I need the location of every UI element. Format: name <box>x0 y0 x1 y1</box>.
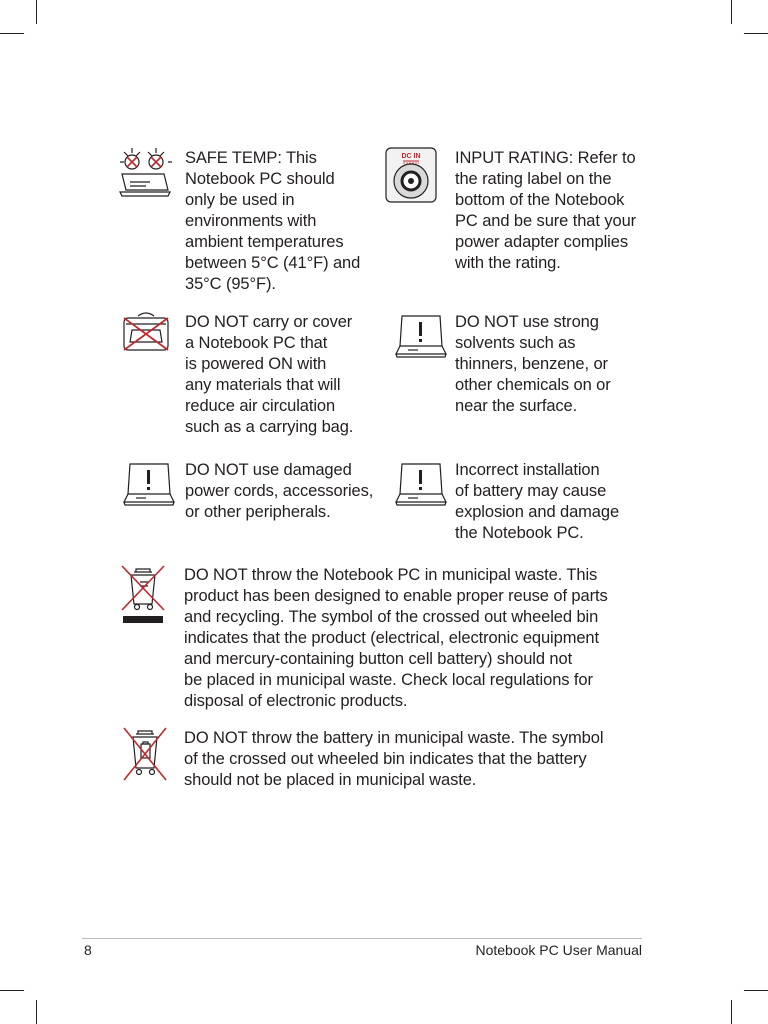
footer-divider <box>82 938 642 939</box>
battery-install-text: Incorrect installation of battery may cause explosion and damage the Notebook PC. <box>455 461 620 542</box>
hot-laptop-icon <box>116 146 178 202</box>
no-cover-text: DO NOT carry or cover a Notebook PC that is powered ON with any materials that will reduce air circulation such as a carrying bag. <box>185 313 354 436</box>
crop-mark <box>744 990 768 991</box>
laptop-warning-icon <box>392 460 450 508</box>
bin-bar <box>123 616 163 623</box>
crossed-bin-icon <box>120 564 166 628</box>
crossed-bin-battery-icon <box>122 726 168 782</box>
no-solvents-text: DO NOT use strong solvents such as thinners, benzene, or other chemicals on or near the surface. <box>455 313 611 415</box>
crop-mark <box>0 990 24 991</box>
weee-text: DO NOT throw the Notebook PC in municipal waste. This product has been designed to enable proper reuse of parts and recycling. The symbol of the crossed out wheeled bin indicates that the product (electrical, electronic equipment and mercury-containing button cell battery) should not be placed in municipal waste. Check local regulations for disposal of electronic products. <box>184 566 608 710</box>
crop-mark <box>731 0 732 24</box>
crop-mark <box>731 1000 732 1024</box>
page-number: 8 <box>84 942 92 958</box>
input-rating-text: INPUT RATING: Refer to the rating label on the bottom of the Notebook PC and be sure that your power adapter complies with the rating. <box>455 149 637 272</box>
laptop-warning-icon <box>120 460 178 508</box>
laptop-warning-icon <box>392 312 450 360</box>
crop-mark <box>744 33 768 34</box>
dc-in-label: DC IN <box>401 153 421 160</box>
dc-in-port-icon <box>385 146 439 204</box>
safe-temp-text: SAFE TEMP: This Notebook PC should only be used in environments with ambient temperatures between 5°C (41°F) and 35°C (95°F). <box>185 149 361 293</box>
no-damaged-text: DO NOT use damaged power cords, accessories, or other peripherals. <box>185 461 374 521</box>
crop-mark <box>0 33 24 34</box>
battery-waste-text: DO NOT throw the battery in municipal waste. The symbol of the crossed out wheeled bin indicates that the battery should not be placed in municipal waste. <box>184 729 604 789</box>
no-carrying-bag-icon <box>118 310 174 356</box>
manual-title: Notebook PC User Manual <box>475 942 642 958</box>
crop-mark <box>36 1000 37 1024</box>
crop-mark <box>36 0 37 24</box>
